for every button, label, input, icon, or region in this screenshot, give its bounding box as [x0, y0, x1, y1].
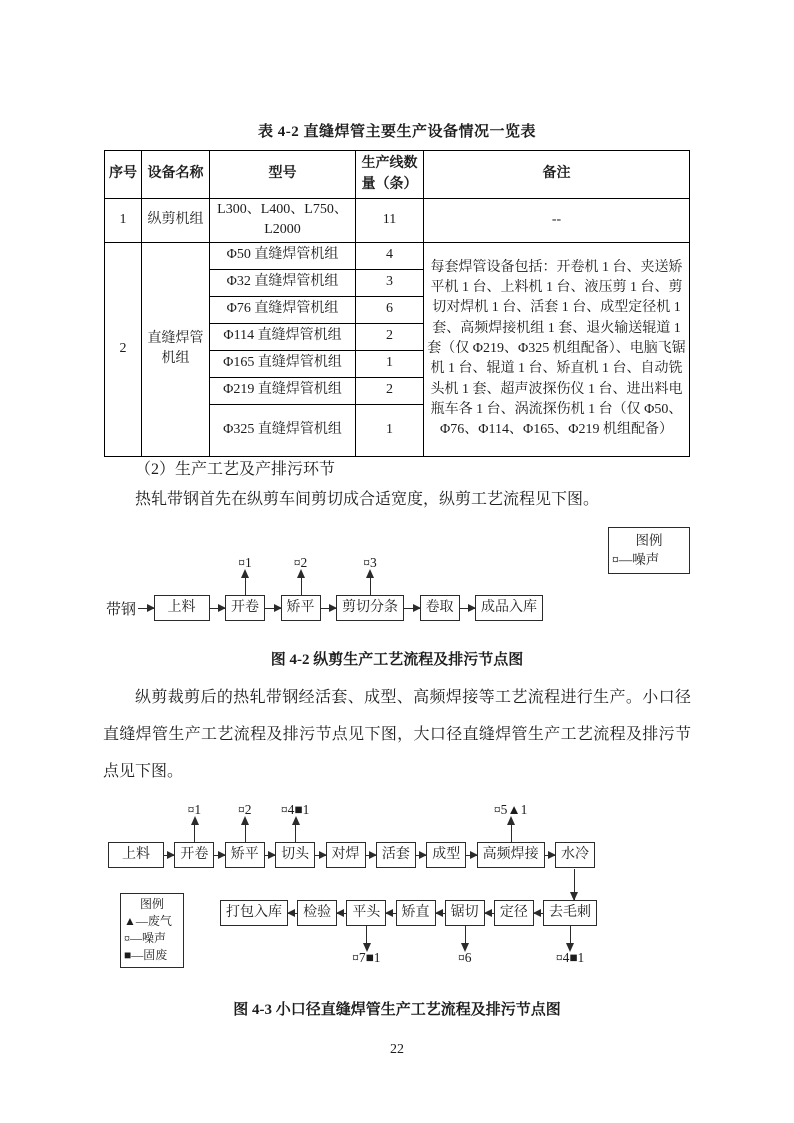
cell-model: Φ219 直缝焊管机组 [210, 377, 356, 404]
flow-row-bottom [220, 900, 597, 966]
figure-4-3-diagram [103, 795, 691, 977]
emission-label-noise-6: ¤6 [457, 950, 472, 966]
flow-node-label: 切头 [281, 846, 310, 862]
flow-node-label: 打包入库 [226, 904, 282, 920]
flow-node-label: 高频焊接 [482, 846, 539, 862]
cell-model: L300、L400、L750、L2000 [210, 199, 356, 243]
emission-label-noise-7-solid-1: ¤7■1 [352, 950, 381, 966]
figure-4-2-diagram [103, 524, 691, 626]
arrow-right-icon [210, 608, 226, 609]
cell-name: 纵剪机组 [142, 199, 210, 243]
arrow-right-icon [404, 608, 420, 609]
flow-node-dabao-ruku [220, 900, 288, 927]
emission-label-noise-4-solid-1: ¤4■1 [280, 802, 310, 818]
cell-model: Φ325 直缝焊管机组 [210, 404, 356, 456]
arrow-left-icon [534, 913, 543, 914]
legend-item-noise: ¤—噪声 [612, 552, 660, 567]
flow-node-kaijuan [174, 802, 214, 869]
cell-remark: 每套焊管设备包括：开卷机 1 台、夹送矫平机 1 台、上料机 1 台、液压剪 1 台、剪切对焊机 1 台、活套 1 台、成型定径机 1 套、高频焊接机组 1 套、退火输送辊道 1 套（仅 Φ219、Φ325 机组配备）、电脑飞锯机 1 台、辊道 1 台、矫直机 1 台、自动铣头机 1 套、超声波探伤仪 1 台、进出料电瓶车各 1 台、涡流探伤机 1 台（仅 Φ50、Φ76、Φ114、Φ165、Φ219 机组配备） [424, 242, 690, 456]
flow-node-label: 对焊 [331, 846, 360, 862]
flow-node-duihan [326, 842, 366, 869]
flow-node-label: 剪切分条 [342, 599, 399, 615]
legend-title: 图例 [139, 897, 164, 911]
cell-model: Φ50 直缝焊管机组 [210, 242, 356, 269]
flow-node-juanqu [420, 595, 460, 622]
flow-node-label: 开卷 [231, 599, 260, 615]
down-arrow-icon [465, 925, 466, 945]
cell-count: 1 [356, 350, 424, 377]
emission-label-noise-5-gas-1: ¤5▲1 [493, 802, 528, 818]
flow-node-label: 矫直 [401, 904, 430, 920]
legend-box [608, 527, 690, 574]
flow-node-kaijuan [225, 555, 265, 622]
paragraph-2: 纵剪裁剪后的热轧带钢经活套、成型、高频焊接等工艺流程进行生产。小口径直缝焊管生产工艺流程及排污节点见下图，大口径直缝焊管生产工艺流程及排污节点见下图。 [103, 689, 691, 780]
flow-node-label: 矫平 [230, 846, 259, 862]
cell-count: 4 [356, 242, 424, 269]
emission-label-noise-3: ¤3 [363, 555, 377, 571]
emission-label-noise-4-solid-1: ¤4■1 [555, 950, 585, 966]
flow-node-jiaoping [281, 555, 321, 622]
legend-item-solid-waste: ■—固废 [124, 948, 168, 962]
arrow-left-icon [386, 913, 395, 914]
cell-index: 2 [105, 242, 142, 456]
emission-label-noise-2: ¤2 [238, 802, 252, 818]
table-header-row [105, 151, 690, 199]
flow-node-qumaoci [543, 900, 597, 966]
flow-node-jiaozhi [396, 900, 436, 927]
arrow-right-icon [138, 608, 154, 609]
cell-count: 1 [356, 404, 424, 456]
figure-4-3-caption: 图 4-3 小口径直缝焊管生产工艺流程及排污节点图 [233, 1002, 561, 1018]
cell-model: Φ76 直缝焊管机组 [210, 296, 356, 323]
table-row [105, 242, 690, 269]
flow-node-qietou [275, 802, 315, 869]
flow-node-label: 开卷 [180, 846, 209, 862]
cell-model: Φ32 直缝焊管机组 [210, 269, 356, 296]
up-arrow-icon [194, 823, 195, 843]
flow-node-label: 上料 [167, 599, 196, 615]
cell-name: 直缝焊管机组 [142, 242, 210, 456]
up-arrow-icon [370, 576, 371, 596]
paragraph-1: 热轧带钢首先在纵剪车间剪切成合适宽度，纵剪工艺流程见下图。 [135, 491, 600, 508]
flow-node-jiaoping [225, 802, 265, 869]
arrow-left-icon [288, 913, 297, 914]
cell-count: 2 [356, 323, 424, 350]
down-connector-icon [574, 869, 575, 900]
arrow-left-icon [485, 913, 494, 914]
flow-node-shangliao [108, 842, 164, 869]
up-arrow-icon [245, 576, 246, 596]
flow-node-label: 水冷 [561, 846, 589, 862]
arrow-right-icon [265, 855, 275, 856]
cell-count: 2 [356, 377, 424, 404]
figure-4-2-caption: 图 4-2 纵剪生产工艺流程及排污节点图 [270, 652, 524, 668]
arrow-left-icon [337, 913, 346, 914]
arrow-right-icon [416, 855, 426, 856]
cell-index: 1 [105, 199, 142, 243]
cell-count: 11 [356, 199, 424, 243]
up-arrow-icon [295, 823, 296, 843]
cell-count: 3 [356, 269, 424, 296]
flow-node-pingtou [346, 900, 386, 966]
flow-node-label: 上料 [122, 846, 150, 862]
arrow-right-icon [545, 855, 555, 856]
table-title: 表 4-2 直缝焊管主要生产设备情况一览表 [258, 124, 536, 140]
section-heading: （2）生产工艺及产排污环节 [135, 461, 336, 478]
arrow-right-icon [460, 608, 476, 609]
flow-node-dingjing [494, 900, 534, 927]
page-number: 22 [390, 1042, 404, 1057]
arrow-right-icon [466, 855, 476, 856]
down-arrow-icon [366, 925, 367, 945]
flow-row [106, 555, 543, 621]
flow-node-huotao [376, 842, 416, 869]
up-arrow-icon [245, 823, 246, 843]
emission-label-noise-1: ¤1 [187, 802, 202, 818]
equipment-table [104, 150, 690, 457]
legend-item-waste-gas: ▲—废气 [124, 914, 172, 928]
col-header-index: 序号 [105, 151, 142, 199]
flow-row-top [108, 802, 595, 868]
cell-model: Φ165 直缝焊管机组 [210, 350, 356, 377]
arrow-right-icon [366, 855, 376, 856]
legend-item-noise: ¤—噪声 [124, 931, 167, 945]
arrow-right-icon [214, 855, 224, 856]
emission-label-noise-1: ¤1 [238, 555, 252, 571]
arrow-right-icon [164, 855, 174, 856]
arrow-right-icon [321, 608, 337, 609]
flow-node-shuileng [555, 842, 595, 869]
legend-box [120, 893, 184, 968]
col-header-model: 型号 [210, 151, 356, 199]
flow-node-label: 锯切 [450, 904, 479, 920]
flow-node-label: 定径 [499, 904, 528, 920]
cell-remark: -- [424, 199, 690, 243]
arrow-right-icon [265, 608, 281, 609]
up-arrow-icon [511, 823, 512, 843]
table-row [105, 199, 690, 243]
col-header-name: 设备名称 [142, 151, 210, 199]
flow-node-shangliao [154, 595, 210, 622]
flow-node-chengxing [426, 842, 466, 869]
arrow-right-icon [315, 855, 325, 856]
flow-node-label: 矫平 [286, 599, 315, 615]
flow-node-label: 检验 [303, 904, 332, 920]
arrow-left-icon [436, 913, 445, 914]
flow-node-chengpin-ruku [475, 595, 543, 622]
cell-count: 6 [356, 296, 424, 323]
legend-title: 图例 [635, 533, 663, 548]
flow-node-label: 成型 [432, 846, 461, 862]
flow-node-jianyan [297, 900, 337, 927]
flow-node-label: 活套 [381, 846, 410, 862]
flow-node-gaopin-hanjie [477, 802, 545, 869]
flow-node-jianqie-fentiao [336, 555, 404, 622]
emission-label-noise-2: ¤2 [293, 555, 308, 571]
down-arrow-icon [570, 925, 571, 945]
flow-node-label: 去毛刺 [549, 904, 592, 920]
flow-node-juqie [445, 900, 485, 966]
col-header-count: 生产线数量（条） [356, 151, 424, 199]
flow-node-label: 平头 [352, 904, 381, 920]
cell-model: Φ114 直缝焊管机组 [210, 323, 356, 350]
flow-source-label: 带钢 [106, 601, 137, 618]
up-arrow-icon [301, 576, 302, 596]
col-header-remark: 备注 [424, 151, 690, 199]
flow-node-label: 成品入库 [481, 599, 538, 615]
flow-node-label: 卷取 [425, 599, 454, 615]
